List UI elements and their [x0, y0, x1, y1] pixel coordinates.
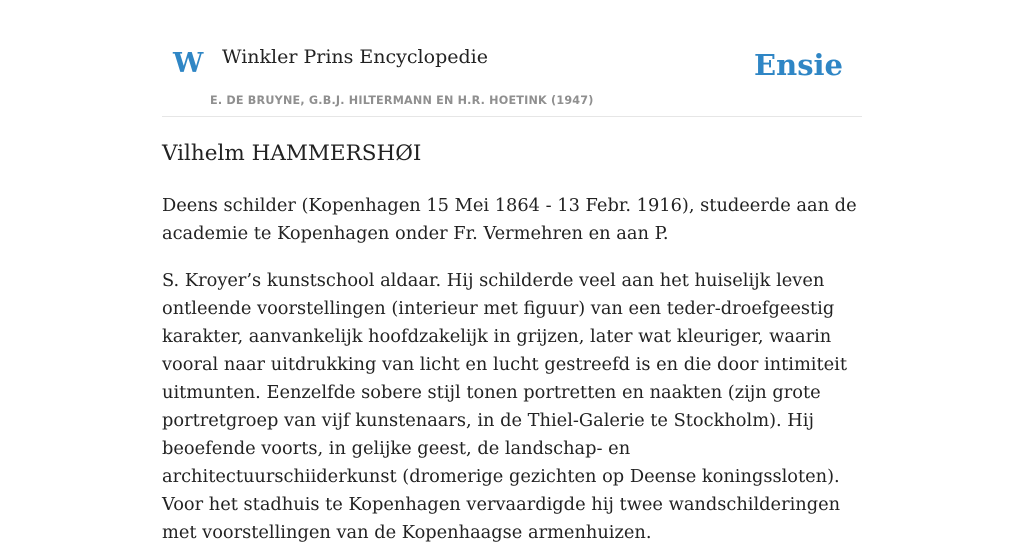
ensie-brand-logo[interactable]: Ensie	[754, 48, 843, 82]
site-header	[162, 0, 862, 117]
article-paragraph-2: S. Kroyer’s kunstschool aldaar. Hij schilderde veel aan het huiselijk leven ontleende voorstellingen (interieur met figuur) van een teder-droefgeestig karakter, aanvankelijk hoofdzakelijk in grijzen, later wat kleuriger, waarin vooral naar uitdrukking van licht en lucht gestreefd is en die door intimiteit uitmunten. Eenzelfde sobere stijl tonen portretten en naakten (zijn grote portretgroep van vijf kunstenaars, in de Thiel-Galerie te Stockholm). Hij beoefende voorts, in gelijke geest, de landschap- en architectuurschiiderkunst (dromerige gezichten op Deense koningssloten). Voor het stadhuis te Kopenhagen vervaardigde hij twee wandschilderingen met voorstellingen van de Kopenhaagse armenhuizen.	[162, 270, 847, 543]
encyclopedia-title[interactable]: Winkler Prins Encyclopedie	[222, 46, 488, 68]
article-title: Vilhelm HAMMERSHØI	[162, 141, 422, 166]
article-paragraph-1: Deens schilder (Kopenhagen 15 Mei 1864 - 13 Febr. 1916), studeerde aan de academie te Kopenhagen onder Fr. Vermehren en aan P.	[162, 195, 857, 244]
encyclopedia-authors: E. DE BRUYNE, G.B.J. HILTERMANN EN H.R. HOETINK (1947)	[210, 94, 594, 107]
content-column	[162, 0, 862, 543]
encyclopedia-logo[interactable]: W	[173, 48, 204, 79]
